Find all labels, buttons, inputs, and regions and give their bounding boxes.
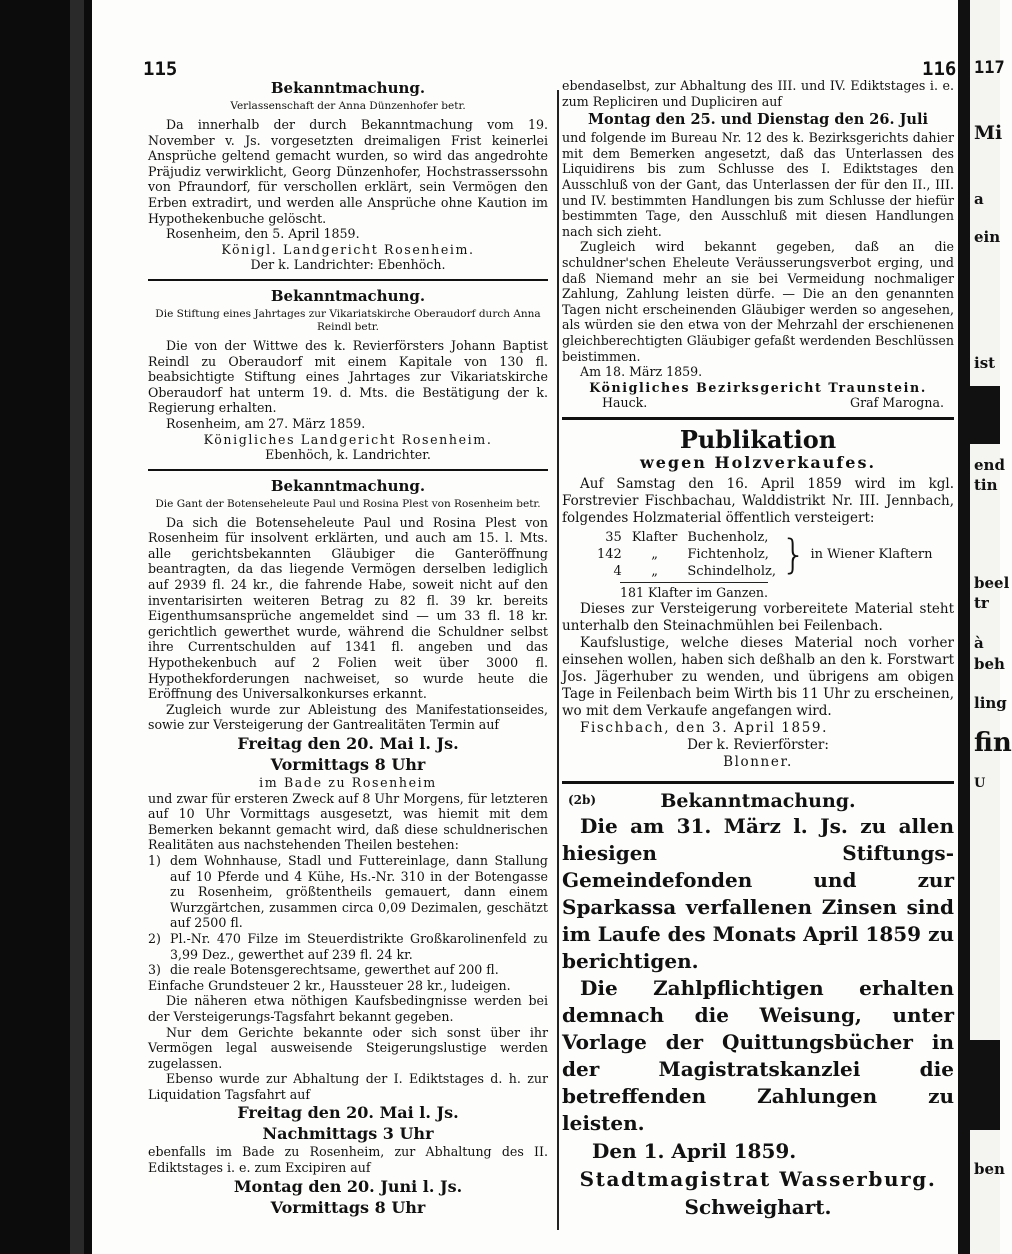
next-page-edge	[970, 0, 1012, 1254]
qty-cell: 142	[597, 547, 622, 563]
hearing-date: Montag den 20. Juni l. Js.	[233, 1176, 463, 1196]
notice-paragraph: Ebenso wurde zur Abhaltung der I. Ediktstages d. h. zur Liquidation Tagsfahrt auf	[148, 1071, 548, 1102]
unit-cell: Klafter	[631, 530, 678, 546]
notice-place-date: Fischbach, den 3. April 1859.	[580, 720, 829, 737]
brace-glyph: }	[781, 531, 807, 578]
notice-authority: Königliches Bezirksgericht Traunstein.	[589, 379, 927, 395]
notice-signature: Schweighart.	[684, 1195, 832, 1220]
notice-paragraph: Die Zahlpflichtigen erhalten demnach die Weisung, unter Vorlage der Quittungsbücher in der Magistratskanzlei die betreffenden Zahlungen zu leisten.	[562, 976, 954, 1136]
edge-fragment: tin	[974, 476, 998, 494]
table-row	[592, 546, 781, 563]
notice-gant-plest	[148, 476, 548, 1218]
unit-cell: „	[651, 547, 658, 563]
notice-place-date: Rosenheim, den 5. April 1859.	[166, 226, 360, 242]
notice-heading: Bekanntmachung.	[270, 476, 426, 495]
item-text: die reale Botensgerechtsame, gewerthet auf 200 fl.	[170, 962, 499, 978]
signature-row	[562, 395, 954, 411]
page-number-left: 115	[143, 58, 178, 80]
item-number: 2)	[148, 930, 161, 946]
kind-cell: Fichtenholz,	[687, 547, 769, 563]
notice-paragraph: Nur dem Gerichte bekannte oder sich sonst über ihr Vermögen legal ausweisende Steigerungslustige werden zugelassen.	[148, 1024, 548, 1071]
notice-heading: Bekanntmachung.	[270, 79, 426, 97]
edge-fragment: Mi	[974, 122, 1003, 144]
publication-title: Publikation	[679, 424, 837, 454]
edge-fragment: end	[974, 456, 1005, 474]
edge-fragment: à	[974, 634, 984, 652]
notice-holzverkauf	[562, 425, 954, 771]
notice-subject: Die Gant der Botenseheleute Paul und Rosina Plest von Rosenheim betr.	[155, 497, 541, 510]
qty-cell: 4	[613, 564, 622, 580]
page-number-next: 117	[974, 58, 1005, 78]
notice-subject: Verlassenschaft der Anna Dünzenhofer betr.	[230, 100, 466, 112]
notice-heading: Bekanntmachung.	[270, 286, 426, 305]
notice-heading: Bekanntmachung.	[660, 790, 856, 813]
notice-verlassenschaft	[148, 78, 548, 273]
notice-paragraph: Zugleich wird bekannt gegeben, daß an die schuldner'schen Eheleute Veräusserungsverbot erging, und daß Niemand mehr an sie bei Vermeidung nochmaliger Zahlung, Zahlung leisten dürfe. — Die an den genannten Tagen nicht erscheinenden Gläubiger werden so angesehen, als würden sie den etwa von der Mehrzahl der erschienenen gleichberechtigten Gläubiger gefaßt werdenden Beschlüssen beistimmen.	[562, 239, 954, 364]
notice-paragraph: Die näheren etwa nöthigen Kaufsbedingnisse werden bei der Versteigerungs-Tagsfahrt bekannt gegeben.	[148, 993, 548, 1024]
property-item	[148, 853, 548, 931]
hearing-time: Nachmittags 3 Uhr	[262, 1124, 434, 1144]
notice-wasserburg	[562, 789, 954, 1221]
item-number: 1)	[148, 852, 161, 868]
edge-fragment: U	[974, 776, 986, 791]
notice-paragraph: und folgende im Bureau Nr. 12 des k. Bezirksgerichts dahier mit dem Bemerken angesetzt, daß das Unterlassen des Liquidirens bis zum Schlusse des I. Ediktstages den Ausschluß von der Gant, das Unterlassen der für den II., III. und IV. bestimmten Handlungen bis zum Schlusse der hiefür bestimmten Tage, den Ausschluß mit diesen Handlungen nach sich zieht.	[562, 130, 954, 239]
hearing-time: Vormittags 8 Uhr	[270, 1197, 426, 1217]
edge-fragment: ling	[974, 694, 1007, 712]
notice-paragraph: ebendaselbst, zur Abhaltung des III. und IV. Ediktstages i. e. zum Repliciren und Dupliciren auf	[562, 78, 954, 109]
notice-paragraph: und zwar für ersteren Zweck auf 8 Uhr Morgens, für letzteren auf 10 Uhr Vormittags ausgesetzt, was hiemit mit dem Bemerken bekannt gemacht wird, daß diese schuldnerischen Realitäten aus nachstehenden Theilen bestehen:	[148, 790, 548, 853]
notice-date: Den 1. April 1859.	[592, 1139, 797, 1164]
page-number-right: 116	[922, 58, 957, 80]
notice-authority: Königl. Landgericht Rosenheim.	[221, 241, 475, 257]
notice-authority: Stadtmagistrat Wasserburg.	[579, 1167, 937, 1192]
notice-stiftung	[148, 286, 548, 463]
separator-rule	[562, 417, 954, 420]
edge-fragment: tr	[974, 594, 989, 612]
notice-subject: Die Stiftung eines Jahrtages zur Vikariatskirche Oberaudorf durch Anna Reindl betr.	[155, 307, 541, 333]
edge-block	[970, 1040, 1000, 1130]
hearing-date: Freitag den 20. Mai l. Js.	[237, 734, 459, 753]
notice-signature: Blonner.	[723, 754, 793, 771]
notice-place-date: Am 18. März 1859.	[580, 364, 703, 380]
wood-table-wrap	[562, 527, 954, 582]
property-item	[148, 962, 548, 978]
notice-header-row	[562, 789, 954, 813]
edge-fragment: ein	[974, 228, 1001, 246]
column-divider	[557, 90, 559, 1230]
property-item	[148, 931, 548, 962]
notice-paragraph: Zugleich wurde zur Ableistung des Manifestationseides, sowie zur Versteigerung der Gantrealitäten Termin auf	[148, 701, 548, 733]
qty-cell: 35	[605, 530, 622, 546]
hearing-date: Montag den 25. und Dienstag den 26. Juli	[588, 111, 928, 129]
edge-block	[970, 386, 1000, 444]
notice-paragraph: Dieses zur Versteigerung vorbereitete Material steht unterhalb den Steinachmühlen bei Feilenbach.	[562, 601, 954, 635]
notice-authority: Königliches Landgericht Rosenheim.	[203, 431, 493, 447]
edge-fragment: ist	[974, 354, 996, 372]
separator-rule	[148, 469, 548, 471]
measure-note: in Wiener Klaftern	[810, 547, 933, 563]
item-text: dem Wohnhause, Stadl und Futtereinlage, dann Stallung auf 10 Pferde und 4 Kühe, Hs.-Nr. 310 in der Botengasse zu Rosenheim, größtentheils gemauert, dann einem Wurzgärtchen, zusammen circa 0,09 Dezimalen, geschätzt auf 2500 fl.	[170, 852, 548, 931]
notice-signature: Der k. Landrichter: Ebenhöch.	[250, 257, 446, 273]
table-row	[592, 529, 781, 546]
item-number: 3)	[148, 962, 161, 978]
notice-continuation	[562, 78, 954, 411]
binding-shadow	[70, 0, 84, 1254]
hearing-venue: im Bade zu Rosenheim	[259, 775, 437, 790]
edge-fragment: a	[974, 190, 984, 208]
left-column	[148, 78, 548, 1218]
separator-rule	[148, 279, 548, 281]
edge-fragment: fin	[974, 728, 1012, 758]
wood-table	[592, 529, 781, 580]
notice-paragraph: ebenfalls im Bade zu Rosenheim, zur Abhaltung des II. Ediktstages i. e. zum Excipiren auf	[148, 1144, 548, 1176]
hearing-date: Freitag den 20. Mai l. Js.	[237, 1103, 459, 1123]
notice-mark: (2b)	[568, 793, 597, 808]
wood-total: 181 Klafter im Ganzen.	[620, 582, 768, 601]
notice-signature: Ebenhöch, k. Landrichter.	[265, 447, 431, 463]
page-gutter	[958, 0, 970, 1254]
edge-fragment: ben	[974, 1160, 1005, 1178]
edge-fragment: beh	[974, 655, 1005, 673]
notice-paragraph: Da sich die Botenseheleute Paul und Rosina Plest von Rosenheim für insolvent erklärten, und auch am 15. l. Mts. alle gerichtsbekannten Gläubiger die Ganteröffnung beantragten, da das liegende Vermögen derselben lediglich auf 2939 fl. 24 kr., die fahrende Habe, soweit nicht auf den inventarisirten weiteren Betrag zu 82 fl. 39 kr. bereits Eigenthumsansprüche angemeldet sind — um 33 fl. 18 kr. gerichtlich gewerthet wurde, während die Schuldner selbst ihre Currentschulden auf 1341 fl. angeben und das Hypothekenbuch auf 2 Folien weit über 3000 fl. Hypothekforderungen nachweiset, so wurde heute die Eröffnung des Universalkonkurses erkannt.	[148, 514, 548, 702]
notice-paragraph: Einfache Grundsteuer 2 kr., Haussteuer 28 kr., ludeigen.	[148, 977, 511, 993]
notice-paragraph: Auf Samstag den 16. April 1859 wird im kgl. Forstrevier Fischbachau, Walddistrikt Nr. III. Jennbach, folgendes Holzmaterial öffentlich versteigert:	[562, 476, 954, 527]
item-text: Pl.-Nr. 470 Filze im Steuerdistrikte Großkarolinenfeld zu 3,99 Dez., gewerthet auf 239 fl. 24 kr.	[170, 930, 548, 962]
notice-paragraph: Kaufslustige, welche dieses Material noch vorher einsehen wollen, haben sich deßhalb an den k. Forstwart Jos. Jägerhuber zu wenden, und übrigens am obigen Tage in Feilenbach beim Wirth bis 11 Uhr zu erscheinen, wo mit dem Verkaufe angefangen wird.	[562, 635, 954, 720]
right-column	[562, 78, 954, 1221]
notice-place-date: Rosenheim, am 27. März 1859.	[166, 415, 366, 431]
publication-subtitle: wegen Holzverkaufes.	[639, 452, 877, 472]
notice-body: Die von der Wittwe des k. Revierförsters Johann Baptist Reindl zu Oberaudorf mit einem Kapitale von 130 fl. beabsichtigte Stiftung eines Jahrtages zur Vikariatskirche Oberaudorf hat unterm 19. d. Mts. die Bestätigung der k. Regierung erhalten.	[148, 337, 548, 416]
unit-cell: „	[651, 564, 658, 580]
notice-authority: Der k. Revierförster:	[687, 737, 829, 754]
edge-fragment: beel	[974, 574, 1010, 592]
hearing-time: Vormittags 8 Uhr	[270, 755, 426, 774]
kind-cell: Schindelholz,	[687, 564, 777, 580]
signature-left: Hauck.	[602, 395, 648, 411]
book-binding-edge	[0, 0, 92, 1254]
signature-right: Graf Marogna.	[850, 395, 944, 411]
notice-paragraph: Die am 31. März l. Js. zu allen hiesigen Stiftungs-Gemeindefonden und zur Sparkassa verfallenen Zinsen sind im Laufe des Monats April 1859 zu berichtigen.	[562, 814, 954, 974]
separator-rule	[562, 781, 954, 784]
notice-body: Da innerhalb der durch Bekanntmachung vom 19. November v. Js. vorgesetzten dreimaligen Frist keinerlei Ansprüche geltend gemacht wurden, so wird das angedrohte Präjudiz verwirklicht, Georg Dünzenhofer, Hochstrasserssohn von Pfraundorf, für verschollen erklärt, sein Vermögen den Erben extradirt, und werden alle Ansprüche ohne Kaution im Hypothekenbuche gelöscht.	[148, 117, 548, 226]
table-row	[592, 563, 781, 580]
kind-cell: Buchenholz,	[687, 530, 769, 546]
